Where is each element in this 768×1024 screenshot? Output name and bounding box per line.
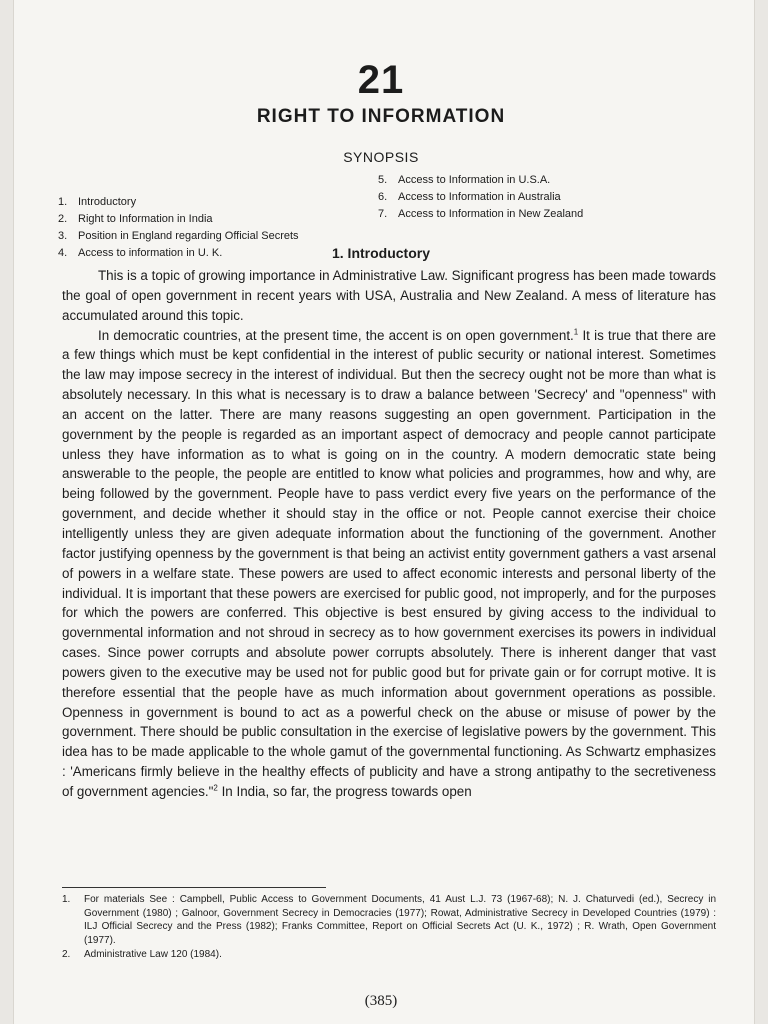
- chapter-number: 21: [357, 58, 405, 102]
- page-content: [46, 0, 716, 1024]
- synopsis-item: [378, 189, 678, 206]
- paragraph: [62, 326, 716, 802]
- paragraph: This is a topic of growing importance in Administrative Law. Significant progress has been made towards the goal of open government in recent years with USA, Australia and New Zealand. A mess of literature has accumulated around this topic.: [62, 268, 716, 323]
- paragraph-text: It is true that there are a few things which must be kept confidential in the interest of public security or national interest. Sometimes the law may impose secrecy in the interest of individual. But then the secrecy ought not be more than what is absolutely necessary. In this what is necessary is to draw a balance between 'Secrecy' and "openness" with an accent on the latter. There are many reasons suggesting an open government. Participation in the government by the people is regarded as an important aspect of democracy and people cannot participate unless they have information as to what is going on in the country. A modern democratic state being answerable to the people, the people are entitled to know what policies and programmes, how and why, are being followed by the government. People have to pass verdict every five years on the performance of the government, and decide whether it should stay in the office or not. People cannot exercise their choice intelligently unless they are given adequate information about the functioning of the government. Another factor justifying openness by the government is that being an activist entity government gathers a vast arsenal of powers in a welfare state. These powers are used to affect economic interests and personal liberty of the individual. It is important that these powers are exercised for public good, not improperly, and for the purposes for which the powers are conferred. This objective is best ensured by giving access to the individual to governmental information and not shroud in secrecy as to how government exercises its powers in individual cases. Since power corrupts and absolute power corrupts absolutely. There is inherent danger that vast powers given to the executive may be used not for public good but for private gain or for corrupt motive. It is therefore essential that the people have as much information about government operations as possible. Openness in government is bound to act as a powerful check on the abuse or misuse of power by the government. There should be public consultation in the exercise of legislative powers by the government. This idea has to be made applicable to the whole gamut of the governmental functioning. As Schwartz emphasizes : 'Americans firmly believe in the healthy effects of publicity and have a strong antipathy to the secretiveness of government agencies.": [62, 327, 716, 799]
- synopsis-item-label: Introductory: [78, 196, 137, 208]
- footnote-number: 1.: [62, 894, 71, 905]
- synopsis-item: [58, 228, 358, 245]
- page-number: (385): [364, 993, 398, 1009]
- section-heading: 1. Introductory: [331, 245, 430, 261]
- footnote: [62, 948, 716, 962]
- paragraph-text: In India, so far, the progress towards open: [217, 783, 472, 799]
- synopsis-item-label: Access to information in U. K.: [78, 247, 223, 259]
- synopsis-item-label: Access to Information in Australia: [398, 191, 561, 203]
- synopsis-item-number: 5.: [378, 174, 388, 186]
- footnote-text: Administrative Law 120 (1984).: [84, 949, 222, 961]
- footnote: [62, 893, 716, 947]
- body-text: [62, 266, 716, 802]
- footnote-number: 2.: [62, 949, 71, 961]
- paragraph-text: In democratic countries, at the present time, the accent is on open government.: [98, 327, 574, 343]
- synopsis-item: [378, 172, 678, 189]
- book-page: [14, 0, 754, 1024]
- footnote-marker: 1: [573, 327, 579, 337]
- synopsis-item-label: Position in England regarding Official Secrets: [78, 230, 299, 242]
- synopsis-right-column: [378, 172, 678, 223]
- synopsis-item: [58, 194, 358, 211]
- synopsis-item: [378, 206, 678, 223]
- synopsis-item-number: 2.: [58, 213, 68, 225]
- synopsis-item-label: Access to Information in U.S.A.: [398, 174, 551, 186]
- synopsis-item: [58, 211, 358, 228]
- synopsis-item-number: 7.: [378, 208, 388, 220]
- synopsis-item-label: Access to Information in New Zealand: [398, 208, 584, 220]
- synopsis-heading: SYNOPSIS: [343, 149, 419, 165]
- synopsis-item-number: 4.: [58, 247, 68, 259]
- synopsis-item-number: 1.: [58, 196, 68, 208]
- synopsis-item-number: 6.: [378, 191, 388, 203]
- footnote-divider: [62, 887, 326, 888]
- synopsis-item-label: Right to Information in India: [78, 213, 213, 225]
- footnote-marker: 2: [213, 783, 218, 793]
- footnotes: [62, 893, 716, 963]
- footnote-text: For materials See : Campbell, Public Access to Government Documents, 41 Aust L.J. 73 (1967-68); N. J. Chaturvedi (ed.), Secrecy in Government (1980) ; Galnoor, Government Secrecy in Democracies (1977); Rowat, Administrative Secrecy in Developed Countries (1979) : ILJ Official Secrecy and the Press (1982); Franks Committee, Report on Official Secrets Act (U. K., 1972) ; R. Wrath, Open Government (1977).: [84, 894, 716, 946]
- chapter-title: RIGHT TO INFORMATION: [256, 106, 506, 127]
- synopsis-item-number: 3.: [58, 230, 68, 242]
